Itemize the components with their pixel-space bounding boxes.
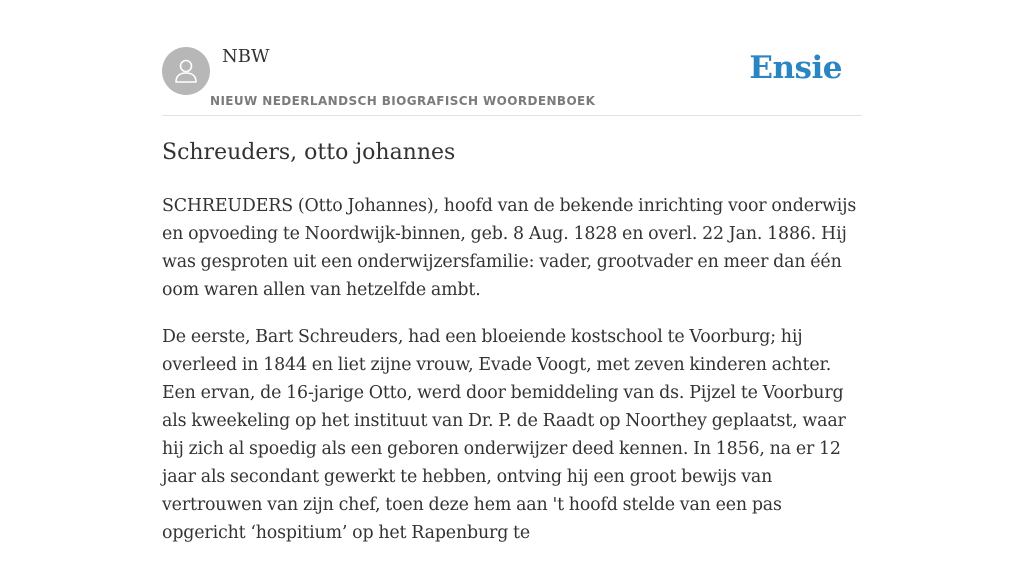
source-name-link[interactable]: NBW <box>222 46 270 67</box>
article-paragraph: SCHREUDERS (Otto Johannes), hoofd van de bekende inrichting voor onderwijs en opvoeding te Noordwijk-binnen, geb. 8 Aug. 1828 en overl. 22 Jan. 1886. Hij was gesproten uit een onderwijzersfamilie: vader, grootvader en meer dan één oom waren allen van hetzelfde ambt. <box>162 196 857 300</box>
article-paragraph: De eerste, Bart Schreuders, had een bloeiende kostschool te Voorburg; hij overleed in 1844 en liet zijne vrouw, Evade Voogt, met zeven kinderen achter. Een ervan, de 16-jarige Otto, werd door bemiddeling van ds. Pijzel te Voorburg als kweekeling op het instituut van Dr. P. de Raadt op Noorthey geplaatst, waar hij zich al spoedig als een geboren onderwijzer deed kennen. In 1856, na er 12 jaar als secondant gewerkt te hebben, ontving hij een groot bewijs van vertrouwen van zijn chef, toen deze hem aan 't hoofd stelde van een pas opgericht ‘hospitium’ op het Rapenburg te <box>162 327 846 543</box>
brand-logo[interactable]: Ensie <box>749 50 842 86</box>
page-title: Schreuders, otto johannes <box>162 140 456 165</box>
article-body <box>162 192 862 566</box>
source-avatar[interactable] <box>162 47 210 95</box>
source-header <box>162 0 862 116</box>
user-icon <box>171 56 201 86</box>
page <box>162 0 862 543</box>
source-subtitle: NIEUW NEDERLANDSCH BIOGRAFISCH WOORDENBOEK <box>210 94 596 108</box>
